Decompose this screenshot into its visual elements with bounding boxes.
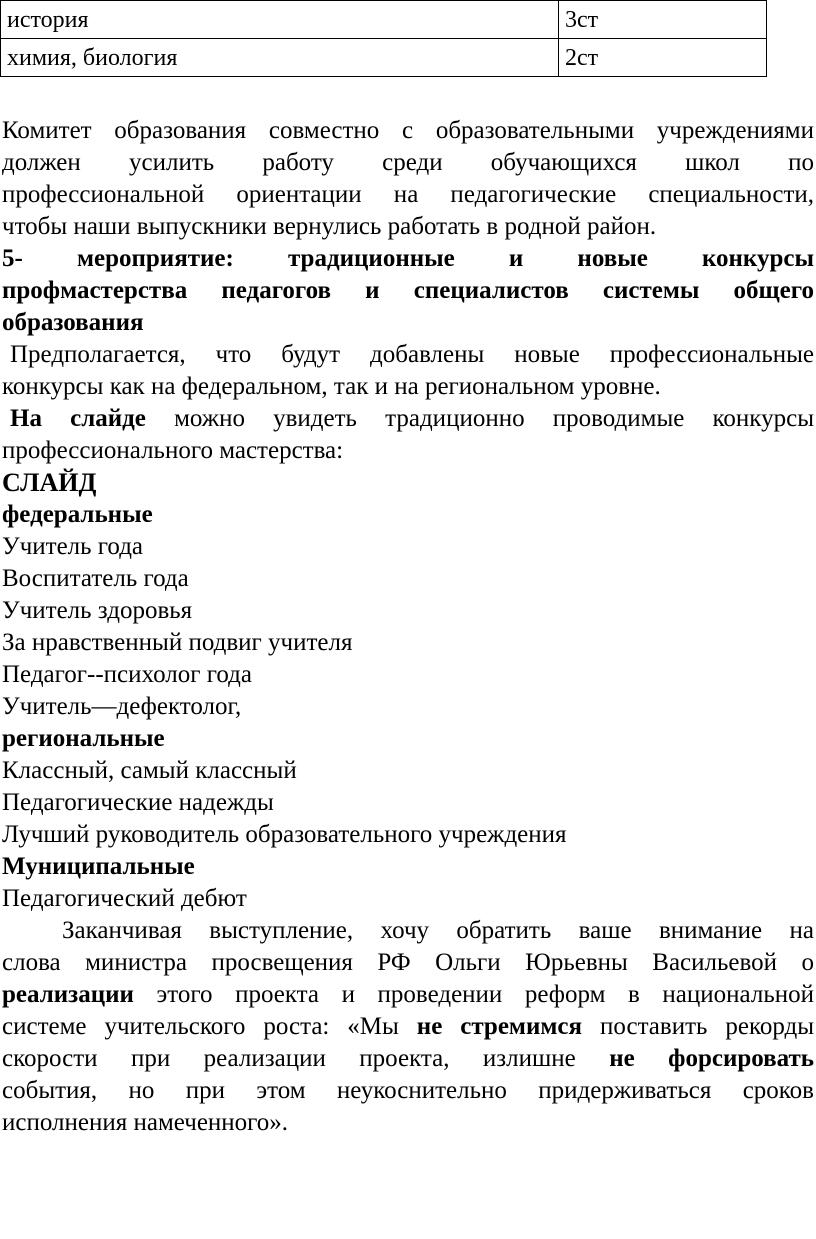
federal-heading: федеральные	[2, 501, 153, 528]
text-fragment: скорости при реализации проекта, излишне	[2, 1045, 576, 1072]
text-line: события, но при этом неукоснительно придерживаться сроков	[2, 1077, 814, 1104]
text-line	[2, 339, 814, 371]
text-line: слова министра просвещения РФ Ольги Юрьевны Васильевой о	[2, 949, 814, 976]
list-item: Педагогические надежды	[2, 789, 274, 816]
list-item: За нравственный подвиг учителя	[2, 629, 353, 656]
table-row	[1, 39, 767, 77]
text-line: исполнения намеченного».	[2, 1109, 289, 1136]
list-item: Воспитатель года	[2, 565, 189, 592]
text-fragment-bold: реализации	[2, 981, 134, 1008]
paragraph-assumption	[2, 339, 814, 403]
text-line: образования	[2, 309, 144, 336]
text-fragment-bold: не форсировать	[609, 1045, 814, 1072]
text-line	[2, 403, 814, 435]
list-item: Педагог--психолог года	[2, 661, 252, 688]
text-line: должен усилить работу среди обучающихся школ по	[2, 149, 814, 176]
table-cell-subject: история	[1, 1, 559, 39]
text-line: чтобы наши выпускники вернулись работать в родной район.	[2, 213, 657, 240]
subjects-table	[0, 0, 767, 77]
text-line	[2, 979, 814, 1011]
text-fragment: этого проекта и проведении реформ в национальной	[156, 981, 814, 1008]
list-item: Лучший руководитель образовательного учреждения	[2, 821, 567, 848]
paragraph-event5-heading	[2, 243, 814, 339]
document-body	[2, 115, 814, 1139]
list-item: Классный, самый классный	[2, 757, 297, 784]
table-row	[1, 1, 767, 39]
text-fragment-bold: На слайде	[10, 405, 146, 432]
municipal-heading: Муниципальные	[2, 853, 195, 880]
list-item: Учитель—дефектолог,	[2, 693, 242, 720]
slide-heading: СЛАЙД	[2, 468, 97, 497]
text-line: 5- мероприятие: традиционные и новые конкурсы	[2, 245, 814, 272]
list-item: Педагогический дебют	[2, 885, 247, 912]
paragraph-slide-intro	[2, 403, 814, 467]
text-fragment-bold: не стремимся	[416, 1013, 583, 1040]
table-cell-hours: 3ст	[559, 1, 767, 39]
text-line: Заканчивая выступление, хочу обратить ваше внимание на	[62, 917, 814, 944]
text-line: профессионального мастерства:	[2, 437, 344, 464]
regional-heading: региональные	[2, 725, 165, 752]
text-fragment: поставить рекорды	[599, 1013, 815, 1040]
text-fragment: можно увидеть традиционно проводимые конкурсы	[174, 405, 814, 432]
text-line: конкурсы как на федеральном, так и на региональном уровне.	[2, 373, 661, 400]
list-item: Учитель года	[2, 533, 144, 560]
paragraph-committee	[2, 115, 814, 243]
text-line: профессиональной ориентации на педагогические специальности,	[2, 181, 814, 208]
table-cell-hours: 2ст	[559, 39, 767, 77]
paragraph-closing	[2, 915, 814, 1139]
list-item: Учитель здоровья	[2, 597, 193, 624]
table-cell-subject: химия, биология	[1, 39, 559, 77]
text-fragment: Предполагается, что будут добавлены новые профессиональные	[10, 341, 814, 368]
text-line: Комитет образования совместно с образовательными учреждениями	[2, 117, 814, 144]
text-line	[2, 1011, 814, 1043]
text-fragment: системе учительского роста: «Мы	[2, 1013, 399, 1040]
text-line	[2, 1043, 814, 1075]
text-line: профмастерства педагогов и специалистов системы общего	[2, 277, 814, 304]
